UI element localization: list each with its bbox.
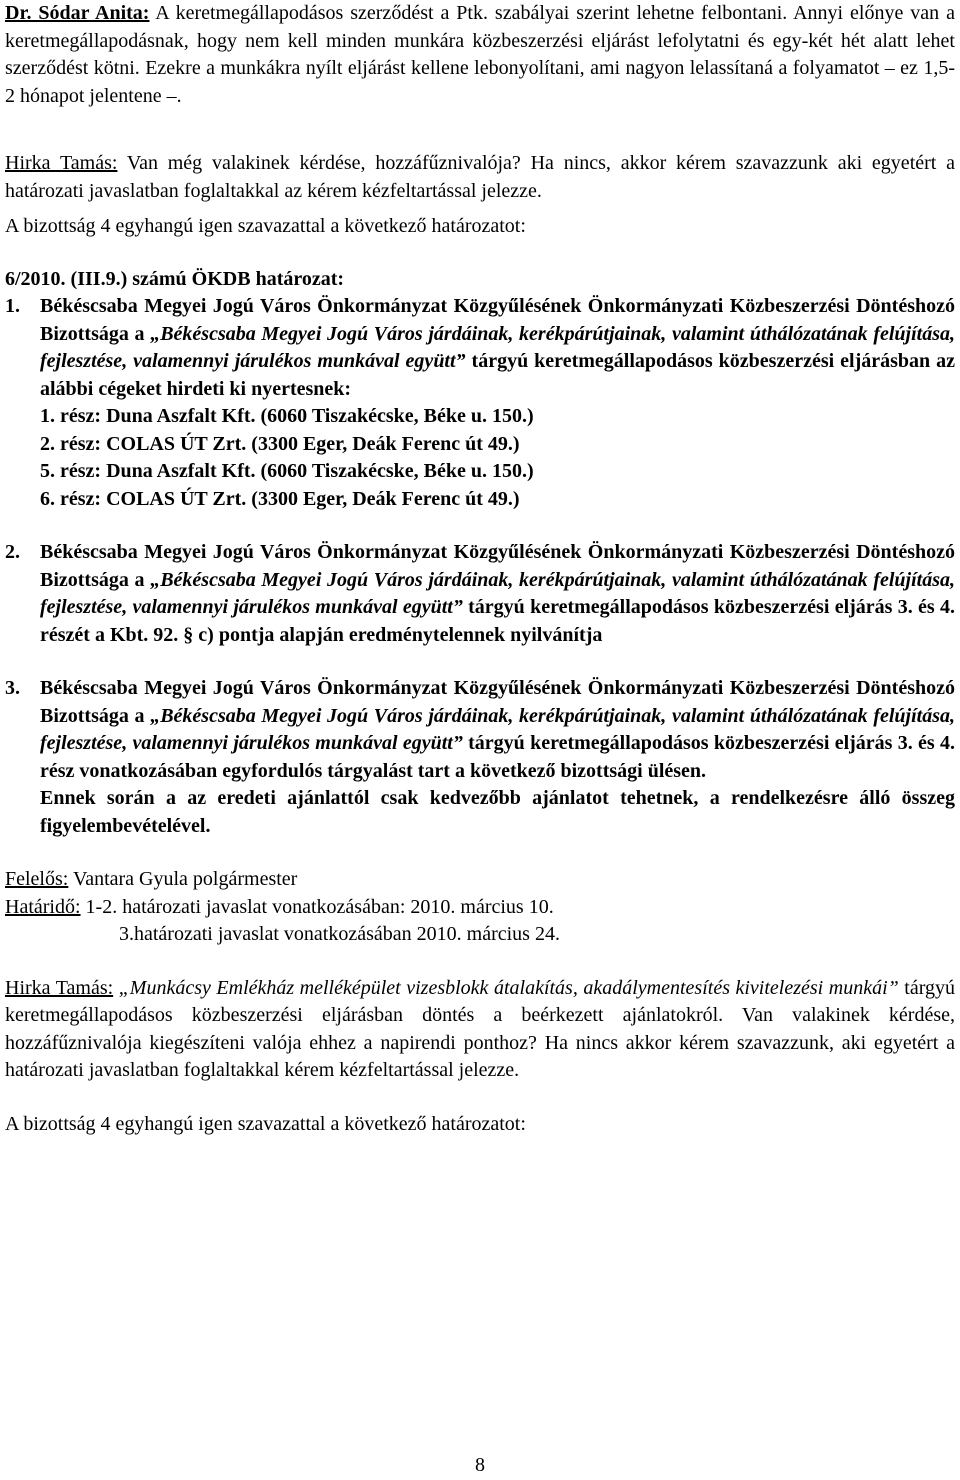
vote-statement: A bizottság 4 egyhangú igen szavazattal a következő határozatot: (5, 215, 526, 237)
decision-item-2 (5, 539, 955, 649)
item-extra: Ennek során a az eredeti ajánlattól csak kedvezőbb ajánlatot tehetnek, a rendelkezésre álló összeg figyelembevételével. (40, 787, 955, 837)
speaker-name: Hirka Tamás: (5, 976, 114, 999)
item-number: 2. (5, 541, 20, 563)
paragraph-hirka-1 (5, 150, 955, 205)
item-tail: tárgyú keretmegállapodásos közbeszerzési eljárás 3. és 4. rész vonatkozásában egyfordulós tárgyalást tart a következő bizottsági ülésen. (40, 732, 955, 782)
list-item: 2. rész: COLAS ÚT Zrt. (3300 Eger, Deák Ferenc út 49.) (40, 432, 520, 455)
item-lead: Békéscsaba Megyei Jogú Város Önkormányzat Közgyűlésének Önkormányzati Közbeszerzési Döntéshozó Bizottsága a (40, 541, 955, 591)
deadline-value-1: 1-2. határozati javaslat vonatkozásában: 2010. március 10. (80, 895, 554, 918)
deadline-line-2: 3.határozati javaslat vonatkozásában 2010. március 24. (119, 923, 560, 945)
paragraph-hirka-2 (5, 975, 955, 1085)
document-page (5, 0, 955, 1138)
page-number: 8 (475, 1454, 485, 1476)
item-subject: „Békéscsaba Megyei Jogú Város járdáinak, kerékpárútjainak, valamint úthálózatának felújítása, fejlesztése, valamennyi járulékos munkával együtt” (40, 322, 955, 372)
item-lead: Békéscsaba Megyei Jogú Város Önkormányzat Közgyűlésének Önkormányzati Közbeszerzési Döntéshozó Bizottsága a (40, 677, 955, 727)
item-number: 3. (5, 677, 20, 699)
paragraph-text: tárgyú keretmegállapodásos közbeszerzési eljárásban döntés a beérkezett ajánlatokról. Van valakinek kérdése, hozzáfűznivalója kiegészíteni valója ehhez a napirendi ponthoz? Ha nincs akkor kérem szavazzunk, aki egyetért a határozati javaslatban foglaltakkal kérem kézfeltartással jelezze. (5, 976, 955, 1081)
item-text (40, 293, 955, 403)
list-item: 6. rész: COLAS ÚT Zrt. (3300 Eger, Deák Ferenc út 49.) (40, 487, 520, 510)
paragraph-text: Van még valakinek kérdése, hozzáfűznivalója? Ha nincs, akkor kérem szavazzunk aki egyetért a határozati javaslatban foglaltakkal az kérem kézfeltartással jelezze. (5, 152, 955, 202)
paragraph-subject: „Munkácsy Emlékház melléképület vizesblokk átalakítás, akadálymentesítés kivitelezési munkái” (113, 976, 899, 999)
deadline-label: Határidő: (5, 895, 81, 918)
item-lead: Békéscsaba Megyei Jogú Város Önkormányzat Közgyűlésének Önkormányzati Közbeszerzési Döntéshozó Bizottsága a (40, 295, 955, 345)
item-tail: tárgyú keretmegállapodásos közbeszerzési eljárásban az alábbi cégeket hirdeti ki nyertesnek: (40, 350, 956, 400)
responsible-line (5, 866, 955, 894)
responsible-value: Vantara Gyula polgármester (68, 868, 298, 890)
item-text (40, 675, 955, 785)
responsible-label: Felelős: (5, 868, 69, 890)
speaker-name: Dr. Sódar Anita: (5, 2, 150, 24)
resolution-title: 6/2010. (III.9.) számú ÖKDB határozat: (5, 267, 345, 290)
decision-item-3 (5, 675, 955, 840)
vote-statement-2: A bizottság 4 egyhangú igen szavazattal a következő határozatot: (5, 1112, 526, 1135)
item-text (40, 539, 955, 649)
list-item: 1. rész: Duna Aszfalt Kft. (6060 Tiszakécske, Béke u. 150.) (40, 405, 534, 427)
paragraph-text: A keretmegállapodásos szerződést a Ptk. szabályai szerint lehetne felbontani. Annyi előnye van a keretmegállapodásnak, hogy nem kell minden munkára közbeszerzési eljárást lefolytatni és egy-két hét alatt lehet szerződést kötni. Ezekre a munkákra nyílt eljárást kellene lebonyolítani, ami nagyon lelassítaná a folyamatot – ez 1,5-2 hónapot jelentene –. (5, 2, 955, 107)
decision-item-1 (5, 293, 955, 513)
winner-list (40, 403, 955, 513)
item-tail: tárgyú keretmegállapodásos közbeszerzési eljárás 3. és 4. részét a Kbt. 92. § c) pontja alapján eredménytelennek nyilvánítja (40, 596, 955, 646)
item-subject: „Békéscsaba Megyei Jogú Város járdáinak, kerékpárútjainak, valamint úthálózatának felújítása, fejlesztése, valamennyi járulékos munkával együtt” (40, 568, 955, 618)
speaker-name: Hirka Tamás: (5, 152, 118, 174)
list-item: 5. rész: Duna Aszfalt Kft. (6060 Tiszakécske, Béke u. 150.) (40, 460, 534, 482)
deadline-line (5, 894, 955, 922)
item-subject: „Békéscsaba Megyei Jogú Város járdáinak, kerékpárútjainak, valamint úthálózatának felújítása, fejlesztése, valamennyi járulékos munkával együtt” (40, 704, 955, 754)
item-number: 1. (5, 295, 20, 317)
paragraph-sodar (5, 0, 955, 110)
